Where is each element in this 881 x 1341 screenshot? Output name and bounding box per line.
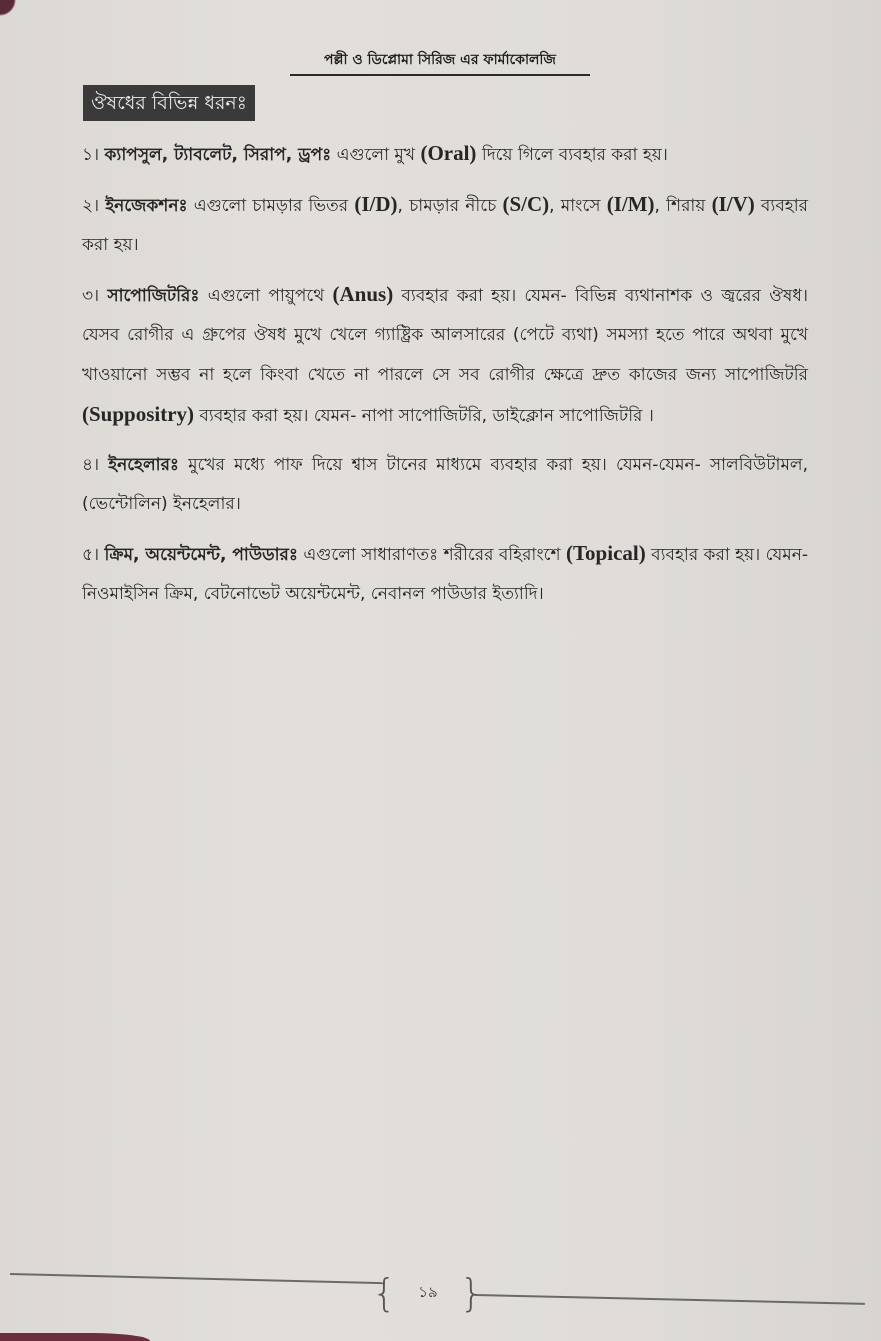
footer-rule-right [475, 1294, 865, 1305]
item-number: ১। [82, 145, 100, 165]
latin-term: (I/V) [711, 191, 755, 216]
latin-term: (I/D) [354, 191, 398, 216]
brace-right-ornament: } [459, 1271, 484, 1315]
brace-left-ornament: { [372, 1271, 397, 1315]
item-text: ব্যবহার করা হয়। যেমন- বিভিন্ন ব্যথানাশক ও জ্বরের ঔষধ। যেসব রোগীর এ গ্রুপের ঔষধ মুখে খেলে গ্যাষ্ট্রিক আলসারের (পেটে ব্যথা) সমস্যা হতে পারে অথবা মুখে খাওয়ানো সম্ভব না হলে কিংবা খেতে না পারলে সে সব রোগীর ক্ষেত্রে দ্রুত কাজের জন্য সাপোজিটরি [82, 285, 809, 385]
page-corner-shadow [0, 0, 28, 28]
item-text: ব্যবহার করা হয়। যেমন- নিওমাইসিন ক্রিম, বেটনোভেট অয়েন্টমেন্ট, নেবানল পাউডার ইত্যাদি। [82, 544, 809, 604]
running-head: পল্লী ও ডিপ্লোমা সিরিজ এর ফার্মাকোলজি [290, 48, 590, 76]
book-cover-edge [0, 1333, 150, 1341]
item-number: ৪। [82, 454, 100, 475]
list-item-injection [82, 185, 808, 266]
latin-term: (Topical) [565, 540, 646, 565]
item-text: , মাংসে [549, 195, 607, 216]
list-item-inhaler [82, 446, 808, 525]
list-item-suppository [82, 275, 808, 437]
footer-rule-left [10, 1273, 385, 1284]
item-term: ইনহেলারঃ [108, 454, 179, 475]
item-text: এগুলো পায়ুপথে [199, 285, 333, 306]
item-number: ৫। [82, 544, 100, 565]
item-number: ৩। [82, 285, 100, 306]
item-text: , চামড়ার নীচে [397, 195, 503, 216]
item-term: সাপোজিটরিঃ [107, 285, 200, 306]
item-text: দিয়ে গিলে ব্যবহার করা হয়। [476, 145, 668, 165]
list-item-capsule-tablet [82, 134, 808, 176]
item-text: এগুলো চামড়ার ভিতর [187, 195, 355, 216]
latin-term: (Oral) [420, 141, 477, 165]
page-footer [372, 1270, 484, 1316]
item-text: ব্যবহার করা হয়। [82, 195, 808, 255]
page-content [82, 134, 808, 624]
latin-term: (I/M) [606, 191, 655, 216]
item-text: এগুলো মুখ [331, 145, 421, 165]
latin-term: (Anus) [332, 281, 394, 306]
latin-term: (S/C) [502, 191, 550, 216]
item-term: ক্রিম, অয়েন্টমেন্ট, পাউডারঃ [104, 544, 298, 565]
latin-term: (Suppositry) [82, 402, 195, 426]
item-term: ইনজেকশনঃ [105, 195, 188, 216]
item-text: ব্যবহার করা হয়। যেমন- নাপা সাপোজিটরি, ডাইক্লোন সাপোজিটরি । [194, 406, 654, 426]
section-heading: ঔষধের বিভিন্ন ধরনঃ [83, 85, 255, 121]
item-text: এগুলো সাধারাণতঃ শরীরের বহিরাংশে [297, 544, 566, 565]
item-text: মুখের মধ্যে পাফ দিয়ে শ্বাস টানের মাধ্যমে ব্যবহার করা হয়। যেমন-যেমন- সালবিউটামল, (ভেন্টোলিন) ইনহেলার। [82, 454, 808, 514]
item-text: , শিরায় [654, 195, 712, 216]
list-item-cream-ointment [82, 534, 808, 615]
item-term: ক্যাপসুল, ট্যাবলেট, সিরাপ, ড্রপঃ [104, 145, 332, 165]
page-number: ১৯ [418, 1282, 438, 1301]
item-number: ২। [82, 195, 100, 216]
